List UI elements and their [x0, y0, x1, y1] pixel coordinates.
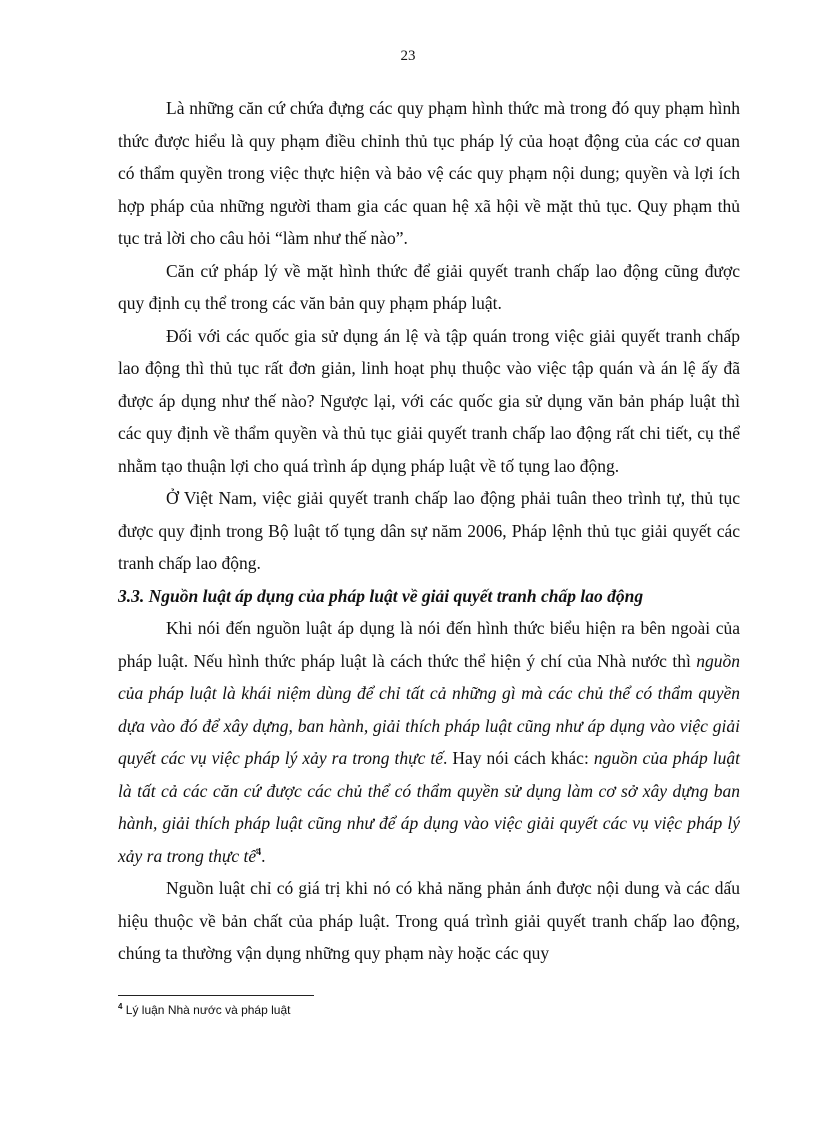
page-number: 23 [400, 48, 416, 64]
text-run: Khi nói đến nguồn luật áp dụng là nói đến hình thức biểu hiện ra bên ngoài của pháp luật. Nếu hình thức pháp luật là cách thức thể hiện ý chí của Nhà nước thì [118, 618, 740, 671]
text-run: . Hay nói cách khác: [443, 748, 594, 768]
section-heading: 3.3. Nguồn luật áp dụng của pháp luật về giải quyết tranh chấp lao động [118, 585, 644, 606]
text-run: . [261, 845, 266, 866]
paragraph-formal-norms: Là những căn cứ chứa đựng các quy phạm hình thức mà trong đó quy phạm hình thức được hiểu là quy phạm điều chỉnh thủ tục pháp lý của hoạt động của các cơ quan có thẩm quyền trong việc thực hiện và bảo vệ các quy phạm nội dung; quyền và lợi ích hợp pháp của những người tham gia các quan hệ xã hội về mặt thủ tục. Quy phạm thủ tục trả lời cho câu hỏi “làm như thế nào”. [118, 98, 740, 248]
italic-definition-alt: nguồn của pháp luật là tất cả các căn cứ được các chủ thể có thẩm quyền sử dụng làm cơ sở xây dựng ban hành, giải thích pháp luật cũng như để áp dụng vào việc giải quyết các vụ việc pháp lý xảy ra trong thực tế [118, 748, 741, 866]
page-body [118, 92, 740, 970]
footnote [118, 1003, 290, 1017]
footnote-text: Lý luận Nhà nước và pháp luật [122, 1003, 291, 1017]
paragraph-legal-basis: Căn cứ pháp lý về mặt hình thức để giải quyết tranh chấp lao động cũng được quy định cụ thể trong các văn bản quy phạm pháp luật. [118, 260, 740, 313]
italic-definition: nguồn của pháp luật là khái niệm dùng để chỉ tất cả những gì mà các chủ thể có thẩm quyền dựa vào đó để xây dựng, ban hành, giải thích pháp luật cũng như áp dụng vào việc giải quyết các vụ việc pháp lý xảy ra trong thực tế [118, 650, 740, 768]
paragraph-value-of-sources: Nguồn luật chỉ có giá trị khi nó có khả năng phản ánh được nội dung và các dấu hiệu thuộc về bản chất của pháp luật. Trong quá trình giải quyết tranh chấp lao động, chúng ta thường vận dụng những quy phạm này hoặc các quy [118, 878, 740, 963]
footnote-number: 4 [118, 1002, 123, 1011]
footnote-separator [118, 995, 314, 996]
paragraph-vietnam: Ở Việt Nam, việc giải quyết tranh chấp lao động phải tuân theo trình tự, thủ tục được quy định trong Bộ luật tố tụng dân sự năm 2006, Pháp lệnh thủ tục giải quyết các tranh chấp lao động. [118, 488, 740, 573]
paragraph-case-law: Đối với các quốc gia sử dụng án lệ và tập quán trong việc giải quyết tranh chấp lao động thì thủ tục rất đơn giản, linh hoạt phụ thuộc vào việc tập quán và án lệ ấy đã được áp dụng như thế nào? Ngược lại, với các quốc gia sử dụng văn bản pháp luật thì các quy định về thẩm quyền và thủ tục giải quyết tranh chấp lao động rất chi tiết, cụ thể nhằm tạo thuận lợi cho quá trình áp dụng pháp luật về tố tụng lao động. [118, 325, 740, 476]
paragraph-sources-of-law [118, 612, 740, 872]
footnote-ref[interactable]: 4 [256, 846, 262, 858]
